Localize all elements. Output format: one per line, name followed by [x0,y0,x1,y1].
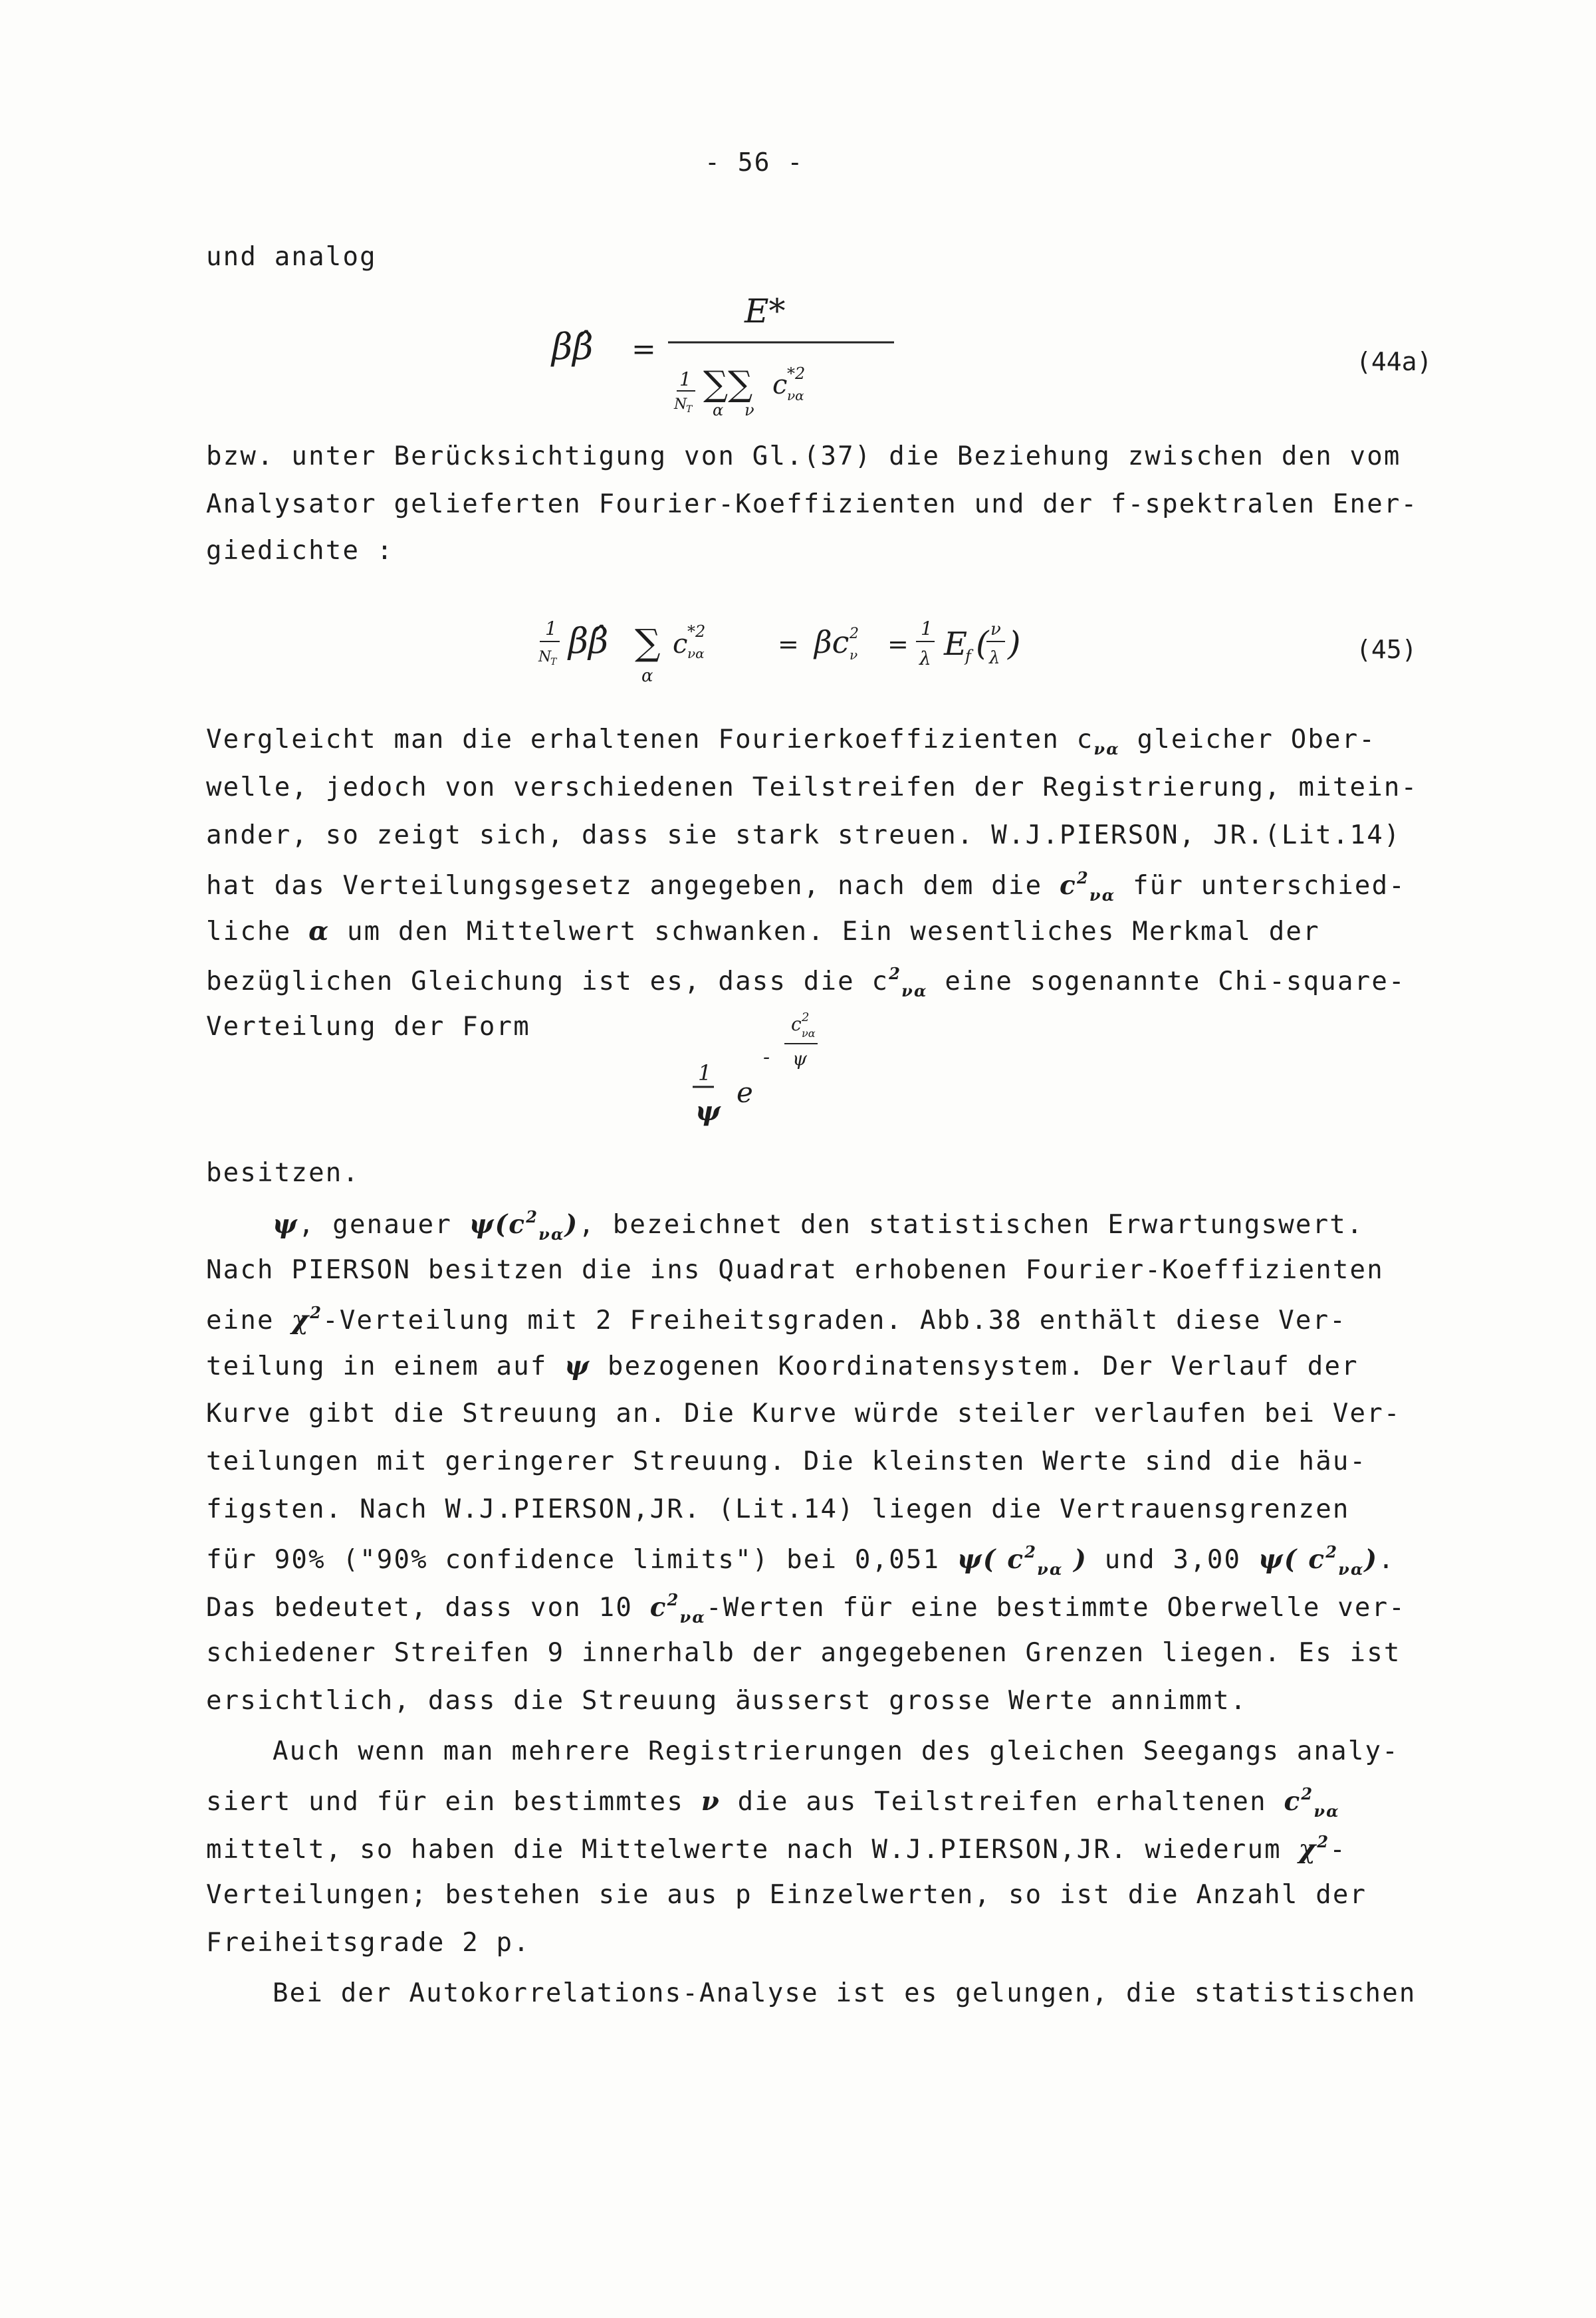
text-line: Verteilung der Form [206,1012,530,1042]
text-line [206,1351,1359,1381]
text-segment: teilung in einem auf [206,1351,565,1381]
text-segment: , bezeichnet den statistischen Erwartungswert. [578,1210,1364,1240]
svg-text:ββ̂: ββ̂ [568,622,609,661]
text-segment: und 3,00 [1087,1545,1258,1575]
text-segment: - [1329,1835,1347,1865]
text-segment: liche [206,917,309,947]
text-line [206,1590,1406,1627]
symbol-c-squared: $^2_{\nu\alpha}$ [889,964,928,1000]
chi-square-formula [685,1004,857,1150]
text-line [206,916,1320,947]
text-line: Kurve gibt die Streuung an. Die Kurve würde steiler verlaufen bei Ver- [206,1399,1401,1429]
svg-text:ψ: ψ [792,1048,807,1070]
svg-text:1: 1 [921,618,933,639]
text-line: teilungen mit geringerer Streuung. Die kleinsten Werte sind die häu- [206,1447,1367,1476]
text-line [206,1303,1347,1335]
svg-text:1: 1 [679,368,691,390]
svg-text:e: e [737,1076,753,1109]
svg-text:-: - [763,1046,770,1069]
svg-text:βc: βc [814,624,850,660]
text-line [206,1832,1347,1865]
svg-text:(: ( [976,624,989,663]
svg-text:f: f [965,647,971,665]
text-segment: für unterschied- [1115,871,1406,901]
equation-44a-number: (44a) [1356,347,1432,376]
svg-text:α: α [713,401,724,419]
text-segment: siert und für ein bestimmtes [206,1787,701,1817]
svg-text:E: E [944,626,968,663]
symbol-psi: ψ [273,1209,298,1240]
symbol-alpha: α [308,916,330,947]
text-line: giedichte : [206,536,394,566]
svg-text:c: c [673,629,688,659]
text-segment: hat das Verteilungsgesetz angegeben, nach dem die [206,871,1060,901]
text-line [273,1207,1364,1244]
text-line: bzw. unter Berücksichtigung von Gl.(37) die Beziehung zwischen den vom [206,441,1401,471]
symbol-psi-c-squared: ψ( $c^2_{\nu\alpha}$) [1258,1542,1379,1579]
symbol-chi-squared: $\chi^2$ [1298,1832,1330,1865]
equation-45-formula [532,598,1130,698]
text-segment: bezogenen Koordinatensystem. Der Verlauf der [590,1351,1359,1381]
svg-text:*2: *2 [687,622,706,641]
text-segment: Das bedeutet, dass von 10 [206,1593,650,1623]
text-line: Bei der Autokorrelations-Analyse ist es gelungen, die statistischen [273,1978,1417,2008]
text-line: Analysator gelieferten Fourier-Koeffizienten und der f-spektralen Ener- [206,489,1419,519]
equation-45-number: (45) [1356,635,1417,664]
text-segment: -Werten für eine bestimmte Oberwelle ver- [706,1593,1406,1623]
svg-text:T: T [686,404,693,415]
text-segment: eine [206,1306,292,1335]
svg-text:*2: *2 [787,364,806,383]
text-line: und analog [206,242,377,272]
symbol-c-squared: $c^2_{\nu\alpha}$ [649,1590,707,1627]
svg-text:c: c [772,370,788,400]
svg-text:λ: λ [919,647,931,669]
text-line: schiedener Streifen 9 innerhalb der angegebenen Grenzen liegen. Es ist [206,1638,1401,1668]
svg-text:∑: ∑ [635,622,661,663]
svg-text:T: T [550,657,557,667]
text-segment: eine sogenannte Chi-square- [927,967,1406,996]
text-line: besitzen. [206,1158,360,1188]
svg-text:N: N [538,649,552,665]
text-line [206,964,1406,1000]
svg-text:1: 1 [698,1060,712,1086]
svg-text:=: = [778,630,799,659]
text-segment: , genauer [298,1210,469,1240]
svg-text:ψ: ψ [695,1096,721,1127]
text-line: Freiheitsgrade 2 p. [206,1928,530,1958]
svg-text:2: 2 [850,626,859,642]
symbol-psi-c-squared: ψ( $c^2_{\nu\alpha}$ ) [957,1542,1088,1579]
svg-text:2: 2 [802,1010,810,1024]
symbol-nu-alpha: να [1093,739,1120,758]
symbol-c-squared: $c^2_{\nu\alpha}$ [1284,1784,1340,1821]
svg-text:E*: E* [744,292,786,330]
svg-text:1: 1 [545,618,557,639]
symbol-chi-squared: $\chi^2$ [291,1303,323,1335]
text-line [206,868,1406,905]
svg-text:): ) [1008,624,1021,663]
svg-text:∑∑: ∑∑ [703,364,753,404]
text-line: ander, so zeigt sich, dass sie stark streuen. W.J.PIERSON, JR.(Lit.14) [206,820,1401,850]
text-segment: -Verteilung mit 2 Freiheitsgraden. Abb.38 enthält diese Ver- [322,1306,1347,1335]
symbol-c-squared: $c^2_{\nu\alpha}$ [1060,868,1116,905]
svg-text:να: να [687,645,705,661]
text-line [206,725,1376,758]
equation-44a-formula [532,279,904,419]
svg-text:να: να [787,388,804,404]
svg-text:c: c [791,1013,802,1035]
symbol-nu: ν [701,1786,721,1817]
text-segment: . [1378,1545,1395,1575]
page-number: - 56 - [705,148,804,177]
text-line [206,1784,1340,1821]
svg-text:ββ̂: ββ̂ [552,326,594,368]
svg-text:ν: ν [990,620,1001,639]
text-segment: Vergleicht man die erhaltenen Fourierkoeffizienten c [206,725,1094,754]
svg-text:=: = [631,332,656,366]
text-segment: die aus Teilstreifen erhaltenen [721,1787,1284,1817]
svg-text:=: = [887,630,909,659]
text-segment: bezüglichen Gleichung ist es, dass die c [206,967,889,996]
svg-text:ν: ν [744,401,754,419]
symbol-psi-c-squared: $\psi(c^2_{\nu\alpha})$ [469,1207,579,1244]
text-line: Verteilungen; bestehen sie aus p Einzelwerten, so ist die Anzahl der [206,1880,1367,1910]
text-line: Auch wenn man mehrere Registrierungen des gleichen Seegangs analy- [273,1736,1399,1766]
text-line: welle, jedoch von verschiedenen Teilstreifen der Registrierung, mitein- [206,772,1419,802]
svg-text:ν: ν [850,647,858,663]
svg-text:α: α [641,666,653,686]
text-segment: mittelt, so haben die Mittelwerte nach W.J.PIERSON,JR. wiederum [206,1835,1299,1865]
text-line: Nach PIERSON besitzen die ins Quadrat erhobenen Fourier-Koeffizienten [206,1255,1384,1285]
symbol-psi: ψ [564,1351,591,1381]
text-line: ersichtlich, dass die Streuung äusserst grosse Werte annimmt. [206,1686,1248,1716]
svg-text:N: N [674,396,687,413]
text-segment: für 90% ("90% confidence limits") bei 0,051 [206,1545,957,1575]
text-line: figsten. Nach W.J.PIERSON,JR. (Lit.14) liegen die Vertrauensgrenzen [206,1494,1350,1524]
svg-text:να: να [802,1027,816,1040]
svg-text:λ: λ [989,648,1000,668]
text-segment: gleicher Ober- [1119,725,1377,754]
text-segment: um den Mittelwert schwanken. Ein wesentliches Merkmal der [330,917,1320,947]
text-line [206,1542,1395,1579]
